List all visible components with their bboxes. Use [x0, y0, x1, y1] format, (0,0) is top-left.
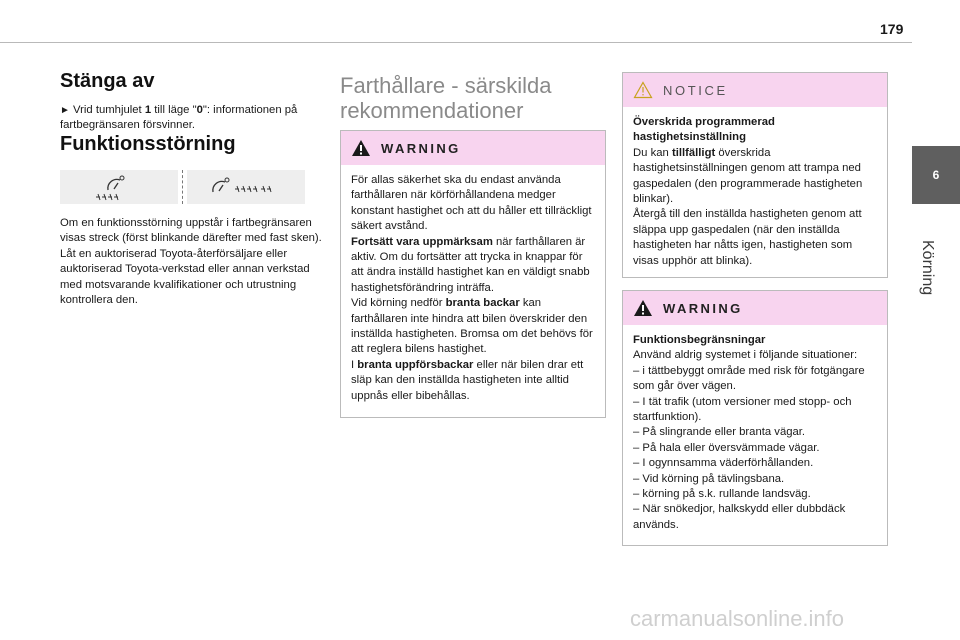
section-title-stanga-av: Stänga av — [60, 70, 155, 92]
warning-text: kan farthållaren inte hindra att bilen överskrider den inställda hastigheten. Bromsa om det behövs för att reglera bilens hastighet. — [351, 297, 593, 356]
list-item: – I ogynnsamma väderförhållanden. — [633, 457, 814, 470]
notice-header — [623, 73, 887, 107]
warning-text: eller när bilen drar ett släp kan den inställda hastigheten inte alltid uppnås eller bibehållas. — [351, 358, 584, 402]
warning-triangle-icon — [633, 299, 653, 317]
warning-triangle-icon — [351, 139, 371, 157]
notice-heading: Överskrida programmerad hastighetsinställning — [633, 116, 775, 144]
step-text: till läge " — [151, 104, 197, 116]
warning-label: WARNING — [381, 140, 461, 156]
malfunction-paragraph — [60, 216, 322, 308]
warning-bold: Fortsätt vara uppmärksam — [351, 235, 493, 248]
list-item: – körning på s.k. rullande landsväg. — [633, 488, 811, 501]
warning-box-cruise-control — [340, 130, 606, 418]
section-title-farthallare — [340, 73, 606, 123]
notice-text: Du kan — [633, 146, 672, 159]
list-item: – När snökedjor, halkskydd eller dubbdäck används. — [633, 503, 846, 531]
list-item: – Vid körning på tävlingsbana. — [633, 472, 785, 485]
warning-intro: Använd aldrig systemet i följande situationer: — [633, 349, 858, 362]
column-middle — [340, 73, 606, 123]
instruction-step — [60, 103, 322, 133]
warning-body — [623, 325, 887, 543]
warning-label: WARNING — [663, 300, 743, 316]
warning-body — [341, 165, 605, 414]
title-line-1: Farthållare - särskilda — [340, 73, 552, 98]
warning-paragraph — [351, 235, 595, 297]
notice-label: NOTICE — [663, 82, 728, 98]
step-bold: 1 — [144, 104, 152, 116]
section-title-funktionsstorning: Funktionsstörning — [60, 133, 236, 155]
header-rule — [0, 42, 912, 43]
page-number: 179 — [880, 21, 904, 37]
step-arrow-icon: ► — [60, 105, 70, 116]
warning-paragraph: För allas säkerhet ska du endast använda farthållaren när körförhållandena medger konstant hastighet och att du håller ett tillräckligt säkert avstånd. — [351, 174, 592, 233]
watermark: carmanualsonline.info — [630, 606, 845, 631]
notice-box — [622, 72, 888, 278]
warning-header — [623, 291, 887, 325]
warning-paragraph — [351, 358, 595, 404]
display-icons — [60, 170, 322, 204]
warning-box-limitations — [622, 290, 888, 546]
malfunction-text-2: Låt en auktoriserad Toyota-återförsäljare eller auktoriserad Toyota-verkstad eller annan verkstad med motsvarande kvalifikationer och utrustning kontrollera den. — [60, 247, 310, 307]
icon-separator — [182, 170, 183, 204]
step-text: ": informationen på fartbegränsaren försvinner. — [60, 104, 298, 131]
speedometer-limiter-icon — [60, 170, 178, 204]
list-item: – På slingrande eller branta vägar. — [633, 426, 806, 439]
notice-bold: tillfälligt — [671, 146, 716, 159]
warning-text: Vid körning nedför — [351, 297, 446, 310]
warning-heading: Funktionsbegränsningar — [633, 334, 766, 346]
column-left — [60, 70, 322, 308]
notice-paragraph — [633, 146, 877, 208]
warning-bold: branta backar — [445, 297, 520, 310]
notice-text: överskrida hastighetsinställningen genom att trampa ned gaspedalen (den programmerade hastigheten blinkar). — [633, 146, 863, 206]
chapter-tab[interactable]: 6 — [912, 146, 960, 204]
warning-text: I — [351, 358, 358, 371]
list-item: – På hala eller översvämmade vägar. — [633, 441, 820, 454]
notice-body — [623, 107, 887, 279]
warning-header — [341, 131, 605, 165]
warning-paragraph — [351, 296, 595, 358]
malfunction-text: Om en funktionsstörning uppstår i fartbegränsaren visas streck (först blinkande därefter med fast sken). — [60, 217, 322, 245]
step-bold: 0 — [196, 104, 203, 116]
warning-text: när farthållaren är aktiv. Om du fortsätter att trycka in knappar för att ändra inställd hastighet kan en väldigt snabb hastighetsförändring inträffa. — [351, 235, 590, 294]
chapter-label: Körning — [919, 240, 936, 296]
list-item: – i tättbebyggt område med risk för fotgängare som går över vägen. — [633, 364, 865, 393]
warning-bold: branta uppförsbackar — [357, 358, 474, 371]
list-item: – I tät trafik (utom versioner med stopp- och startfunktion). — [633, 395, 852, 424]
notice-paragraph: Återgå till den inställda hastigheten genom att släppa upp gaspedalen (när den inställda hastigheten har nåtts igen, hastigheten som visas upphör att blinka). — [633, 208, 862, 267]
title-line-2: rekommendationer — [340, 98, 524, 123]
step-text: Vrid tumhjulet — [69, 104, 145, 116]
speedometer-limiter-dashes-icon — [187, 170, 305, 204]
notice-triangle-icon — [633, 81, 653, 99]
